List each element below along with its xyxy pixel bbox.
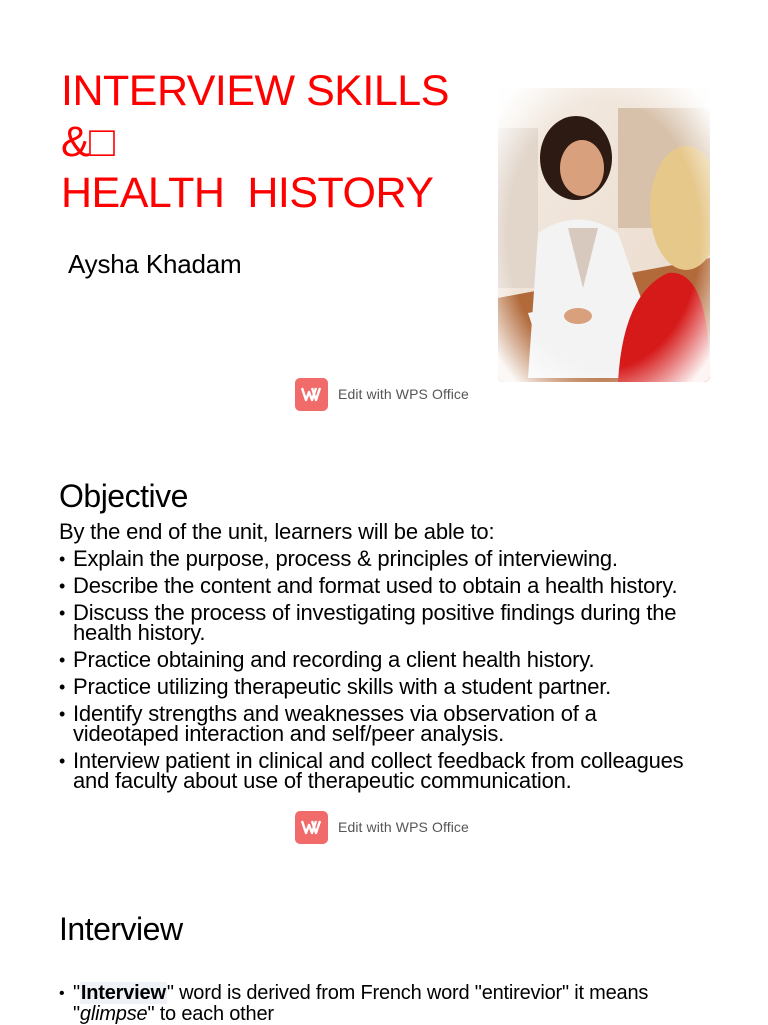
title-line-1: INTERVIEW SKILLS bbox=[61, 67, 449, 115]
list-item bbox=[59, 983, 699, 1025]
wps-watermark[interactable] bbox=[295, 377, 469, 411]
list-item: • Identify strengths and weaknesses via observation of a videotaped interaction and self/peer analysis. bbox=[59, 704, 699, 744]
title-slide bbox=[0, 0, 768, 433]
title-line-3: HEALTH HISTORY bbox=[61, 169, 434, 217]
wps-watermark-label: Edit with WPS Office bbox=[338, 386, 469, 402]
definition-text-2: " to each other bbox=[147, 1003, 274, 1025]
interview-list bbox=[59, 983, 699, 1025]
wps-watermark-label: Edit with WPS Office bbox=[338, 819, 469, 835]
objective-heading: Objective bbox=[59, 478, 188, 514]
wps-watermark[interactable] bbox=[295, 810, 469, 844]
list-item: • Practice utilizing therapeutic skills with a student partner. bbox=[59, 677, 699, 697]
list-item: • Describe the content and format used to obtain a health history. bbox=[59, 576, 699, 596]
author-name: Aysha Khadam bbox=[68, 249, 242, 279]
doctor-patient-photo bbox=[498, 88, 710, 382]
interview-keyword: Interview bbox=[80, 982, 166, 1004]
glimpse-emphasis: glimpse bbox=[79, 1003, 148, 1025]
list-item: • Interview patient in clinical and collect feedback from colleagues and faculty about use of therapeutic communication. bbox=[59, 751, 699, 791]
list-item: • Explain the purpose, process & principles of interviewing. bbox=[59, 549, 699, 569]
definition-text-1: " word is derived from French word "entirevior" it means " bbox=[73, 982, 649, 1025]
title-line-2: &□ bbox=[61, 118, 115, 166]
interview-slide bbox=[0, 865, 768, 1024]
wps-logo-icon bbox=[295, 378, 328, 411]
list-item: • Discuss the process of investigating positive findings during the health history. bbox=[59, 603, 699, 643]
objective-list bbox=[59, 546, 699, 798]
quote-open: " bbox=[73, 982, 80, 1004]
wps-logo-icon bbox=[295, 811, 328, 844]
interview-heading: Interview bbox=[59, 911, 183, 947]
objective-slide bbox=[0, 433, 768, 865]
list-item: • Practice obtaining and recording a client health history. bbox=[59, 650, 699, 670]
slide-title bbox=[61, 66, 449, 219]
objective-intro: By the end of the unit, learners will be able to: bbox=[59, 519, 495, 544]
